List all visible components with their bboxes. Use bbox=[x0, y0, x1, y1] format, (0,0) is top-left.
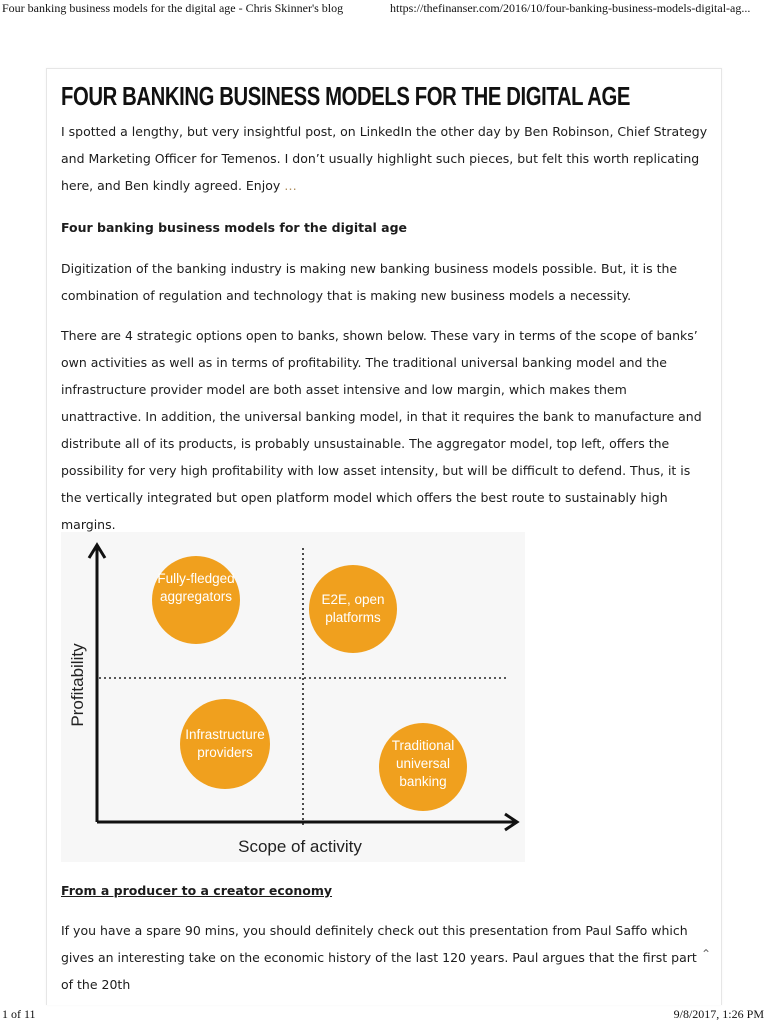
digitization-paragraph: Digitization of the banking industry is making new banking business models possible. But, it is the combination of regulation and technology that is making new business models a necessity. bbox=[61, 261, 678, 303]
article-title: FOUR BANKING BUSINESS MODELS FOR THE DIGITAL AGE bbox=[61, 81, 631, 111]
bubble-e2e-open-platforms bbox=[309, 565, 397, 653]
bubble-circle bbox=[180, 699, 270, 789]
business-model-matrix bbox=[61, 532, 525, 862]
bubble-fully-fledged-aggregators bbox=[152, 556, 240, 644]
intro-text: I spotted a lengthy, but very insightful post, on LinkedIn the other day by Ben Robinson, Chief Strategy and Marketing Officer for Temenos. I don’t usually highlight such pieces, but felt this worth replicating here, and Ben kindly agreed. Enjoy bbox=[61, 124, 708, 193]
bubble-label: E2E, open platforms bbox=[321, 592, 385, 625]
bubble-label: Traditional universal banking bbox=[391, 738, 455, 789]
bubble-circle bbox=[309, 565, 397, 653]
print-footer bbox=[0, 1004, 768, 1024]
matrix-svg bbox=[61, 532, 525, 862]
bubble-infrastructure-providers-main bbox=[180, 699, 270, 789]
intro-paragraph bbox=[61, 118, 709, 199]
print-url: https://thefinanser.com/2016/10/four-banking-business-models-digital-ag... bbox=[390, 1, 751, 15]
saffo-paragraph: If you have a spare 90 mins, you should definitely check out this presentation from Paul Saffo which gives an interesting take on the economic history of the last 120 years. Paul argues that the first part of the 20th bbox=[61, 923, 697, 992]
options-paragraph: There are 4 strategic options open to banks, shown below. These vary in terms of the scope of banks’ own activities as well as in terms of profitability. The traditional universal banking model and the infrastructure provider model are both asset intensive and low margin, which makes them unattractive. In addition, the universal banking model, in that it requires the bank to manufacture and distribute all of its products, is probably unsustainable. The aggregator model, top left, offers the possibility for very high profitability with low asset intensity, but will be difficult to defend. Thus, it is the vertically integrated but open platform model which offers the best route to sustainably high margins. bbox=[61, 328, 702, 532]
print-page-title: Four banking business models for the digital age - Chris Skinner's blog bbox=[2, 1, 344, 15]
read-more-ellipsis: … bbox=[280, 178, 297, 193]
y-axis-label: Profitability bbox=[68, 643, 87, 727]
bubble-label: Fully-fledged aggregators bbox=[157, 571, 235, 604]
article-card bbox=[46, 68, 722, 1005]
subheading: Four banking business models for the digital age bbox=[61, 220, 408, 235]
print-header bbox=[0, 0, 768, 20]
bubble-label: Infrastructure providers bbox=[185, 727, 265, 760]
bubble-traditional-universal-banking bbox=[379, 723, 467, 811]
x-axis-label: Scope of activity bbox=[238, 837, 362, 856]
print-timestamp: 9/8/2017, 1:26 PM bbox=[673, 1007, 764, 1021]
section-heading: From a producer to a creator economy bbox=[61, 883, 333, 898]
chevron-up-icon[interactable]: ⌃ bbox=[700, 947, 712, 961]
page-count: 1 of 11 bbox=[2, 1007, 36, 1021]
